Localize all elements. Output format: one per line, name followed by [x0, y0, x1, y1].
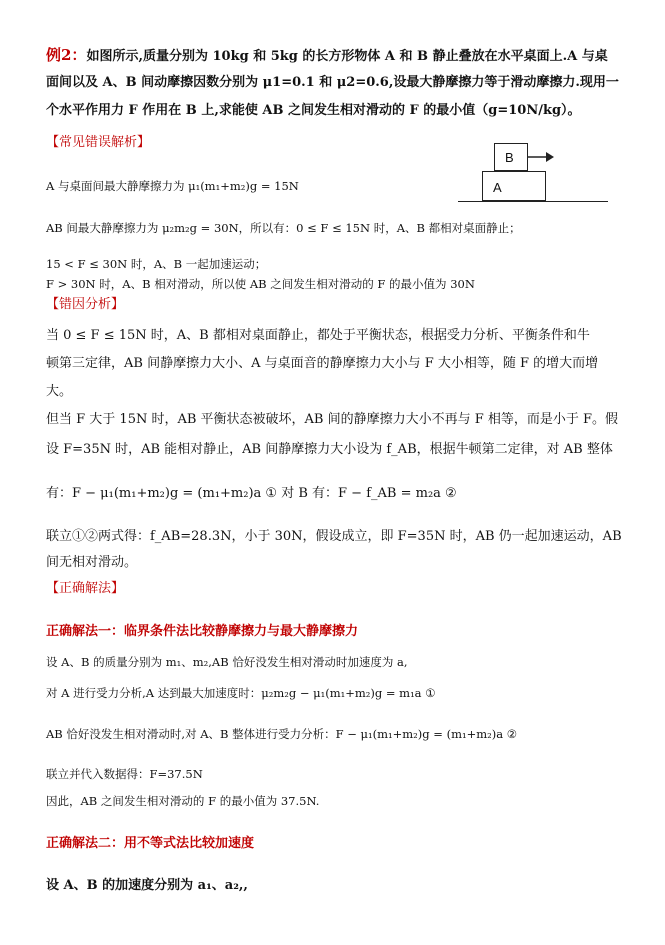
error-analysis-line-4: 但当 F 大于 15N 时，AB 平衡状态被破坏，AB 间的静摩擦力大小不再与 F 相等，而是小于 F。假: [46, 412, 619, 427]
correct-solution-title: 【正确解法】: [46, 581, 125, 596]
force-arrow-icon: [528, 150, 554, 164]
example-text-1: 如图所示,质量分别为 10kg 和 5kg 的长方形物体 A 和 B 静止叠放在水平桌面上.A 与桌: [86, 49, 608, 64]
error-analysis-line-1: 当 0 ≤ F ≤ 15N 时，A、B 都相对桌面静止，都处于平衡状态，根据受力分析、平衡条件和牛: [46, 328, 590, 343]
blocks-figure: [458, 140, 608, 210]
error-analysis-line-2: 顿第三定律，AB 间静摩擦力大小、A 与桌面音的静摩擦力大小与 F 大小相等，随 F 的增大而增: [46, 356, 599, 371]
method-1-line-4: 联立并代入数据得：F=37.5N: [46, 767, 203, 781]
method-1-title: 正确解法一：临界条件法比较静摩擦力与最大静摩擦力: [46, 624, 359, 639]
block-a-label: A: [493, 180, 502, 195]
block-a: [482, 171, 546, 201]
example-label: 例2：: [46, 46, 87, 64]
method-1-line-2: 对 A 进行受力分析,A 达到最大加速度时：μ₂m₂g − μ₁(m₁+m₂)g = m₁a ①: [46, 686, 436, 700]
error-analysis-line-6: 有：F − μ₁(m₁+m₂)g = (m₁+m₂)a ① 对 B 有：F − f_AB = m₂a ②: [46, 486, 457, 501]
common-error-title: 【常见错误解析】: [46, 135, 151, 150]
example-line-1: [46, 45, 608, 67]
error-analysis-line-8: 间无相对滑动。: [46, 555, 138, 570]
common-error-line-4: F > 30N 时，A、B 相对滑动，所以使 AB 之间发生相对滑动的 F 的最小值为 30N: [46, 277, 475, 291]
method-1-line-3: AB 恰好没发生相对滑动时,对 A、B 整体进行受力分析：F − μ₁(m₁+m₂)g = (m₁+m₂)a ②: [46, 727, 518, 741]
block-b-label: B: [505, 150, 514, 165]
block-b: [494, 143, 528, 171]
table-surface: [458, 201, 608, 202]
method-1-line-1: 设 A、B 的质量分别为 m₁、m₂,AB 恰好没发生相对滑动时加速度为 a,: [46, 655, 408, 669]
method-2-title: 正确解法二：用不等式法比较加速度: [46, 836, 255, 851]
method-1-line-5: 因此，AB 之间发生相对滑动的 F 的最小值为 37.5N.: [46, 794, 320, 808]
error-analysis-title: 【错因分析】: [46, 297, 125, 312]
common-error-line-1: A 与桌面间最大静摩擦力为 μ₁(m₁+m₂)g = 15N: [46, 179, 299, 193]
common-error-line-2: AB 间最大静摩擦力为 μ₂m₂g = 30N，所以有：0 ≤ F ≤ 15N 时，A、B 都相对桌面静止；: [46, 221, 521, 235]
example-line-3: 个水平作用力 F 作用在 B 上,求能使 AB 之间发生相对滑动的 F 的最小值（g=10N/kg）。: [46, 103, 581, 118]
method-2-line-1: 设 A、B 的加速度分别为 a₁、a₂,,: [46, 878, 248, 893]
error-analysis-line-7: 联立①②两式得：f_AB=28.3N，小于 30N，假设成立，即 F=35N 时，AB 仍一起加速运动，AB: [46, 529, 622, 544]
error-analysis-line-5: 设 F=35N 时，AB 能相对静止，AB 间静摩擦力大小设为 f_AB，根据牛顿第二定律，对 AB 整体: [46, 442, 613, 457]
example-line-2: 面间以及 A、B 间动摩擦因数分别为 μ1=0.1 和 μ2=0.6,设最大静摩擦力等于滑动摩擦力.现用一: [46, 75, 619, 90]
error-analysis-line-3: 大。: [46, 384, 73, 399]
common-error-line-3: 15 < F ≤ 30N 时，A、B 一起加速运动；: [46, 257, 267, 271]
